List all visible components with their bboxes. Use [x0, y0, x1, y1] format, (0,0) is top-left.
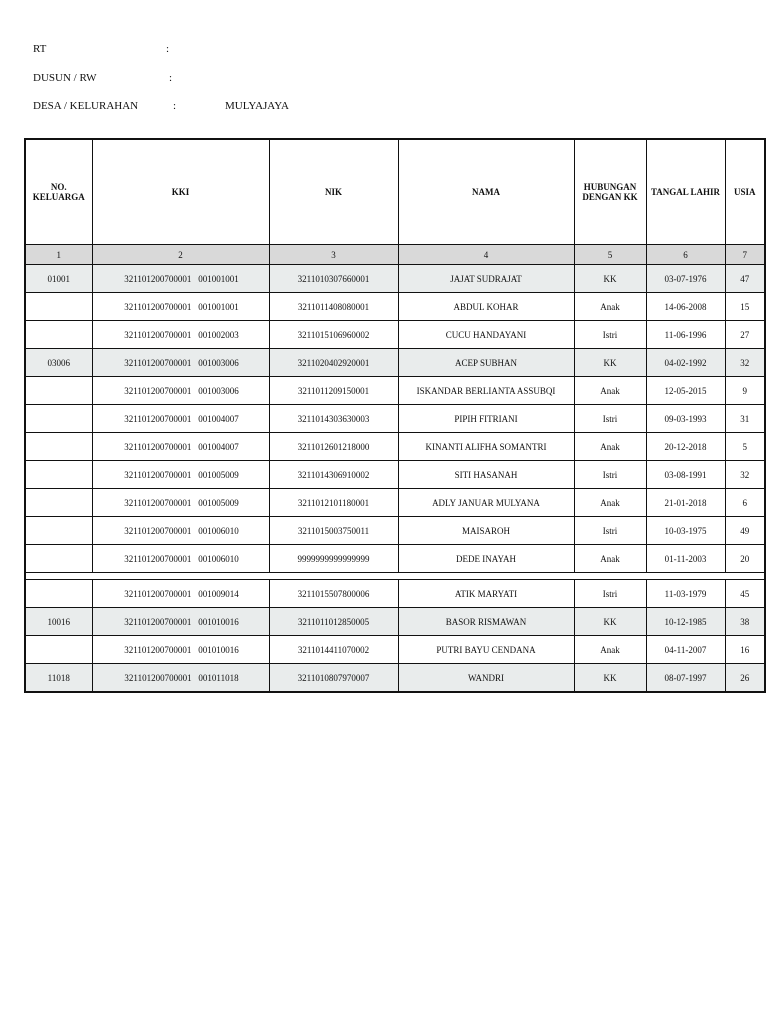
- col-number: 6: [646, 245, 725, 265]
- gap-cell: [574, 573, 646, 580]
- kki-suffix: 001005009: [198, 497, 239, 508]
- kki-suffix: 001003006: [198, 385, 239, 396]
- cell-tanggal-lahir: 10-12-1985: [646, 608, 725, 636]
- cell-no-keluarga: [25, 433, 92, 461]
- cell-kki: [92, 405, 269, 433]
- cell-usia: 32: [725, 461, 765, 489]
- cell-nama: JAJAT SUDRAJAT: [398, 265, 574, 293]
- cell-tanggal-lahir: 03-08-1991: [646, 461, 725, 489]
- gap-cell: [646, 573, 725, 580]
- kki-code: 321101200700001: [124, 357, 192, 368]
- desa-colon: :: [173, 100, 177, 112]
- cell-usia: 6: [725, 489, 765, 517]
- table-row: [25, 377, 765, 405]
- cell-no-keluarga: 01001: [25, 265, 92, 293]
- cell-hubungan: Anak: [574, 377, 646, 405]
- cell-no-keluarga: [25, 405, 92, 433]
- cell-tanggal-lahir: 08-07-1997: [646, 664, 725, 693]
- kki-code: 321101200700001: [124, 497, 192, 508]
- col-number: 5: [574, 245, 646, 265]
- cell-kki: [92, 580, 269, 608]
- cell-nik: 3211015106960002: [269, 321, 398, 349]
- table-row: [25, 265, 765, 293]
- cell-nik: 3211020402920001: [269, 349, 398, 377]
- col-number: 3: [269, 245, 398, 265]
- cell-hubungan: Istri: [574, 461, 646, 489]
- table-row: [25, 405, 765, 433]
- cell-nik: 3211015003750011: [269, 517, 398, 545]
- kki-suffix: 001003006: [198, 357, 239, 368]
- cell-tanggal-lahir: 04-02-1992: [646, 349, 725, 377]
- cell-no-keluarga: [25, 517, 92, 545]
- cell-tanggal-lahir: 09-03-1993: [646, 405, 725, 433]
- cell-tanggal-lahir: 12-05-2015: [646, 377, 725, 405]
- cell-no-keluarga: 03006: [25, 349, 92, 377]
- desa-label: DESA / KELURAHAN: [33, 100, 139, 112]
- kki-suffix: 001011018: [198, 672, 239, 683]
- kki-suffix: 001010016: [198, 616, 239, 627]
- cell-no-keluarga: [25, 580, 92, 608]
- col-header-hubungan: HUBUNGAN DENGAN KK: [574, 139, 646, 245]
- cell-nama: PUTRI BAYU CENDANA: [398, 636, 574, 664]
- cell-tanggal-lahir: 10-03-1975: [646, 517, 725, 545]
- cell-hubungan: KK: [574, 265, 646, 293]
- cell-hubungan: KK: [574, 664, 646, 693]
- family-table: [24, 138, 766, 693]
- cell-hubungan: Istri: [574, 321, 646, 349]
- cell-nik: 3211011209150001: [269, 377, 398, 405]
- kki-suffix: 001009014: [198, 588, 239, 599]
- kki-code: 321101200700001: [124, 616, 192, 627]
- kki-suffix: 001005009: [198, 469, 239, 480]
- kki-suffix: 001004007: [198, 441, 239, 452]
- cell-usia: 32: [725, 349, 765, 377]
- cell-kki: [92, 265, 269, 293]
- cell-nik: 3211014306910002: [269, 461, 398, 489]
- gap-cell: [398, 573, 574, 580]
- table-row: [25, 461, 765, 489]
- kki-code: 321101200700001: [124, 329, 192, 340]
- gap-cell: [269, 573, 398, 580]
- cell-nama: MAISAROH: [398, 517, 574, 545]
- col-header-nama: NAMA: [398, 139, 574, 245]
- table-row: [25, 636, 765, 664]
- table-row: [25, 608, 765, 636]
- cell-no-keluarga: [25, 636, 92, 664]
- cell-hubungan: Istri: [574, 580, 646, 608]
- cell-usia: 5: [725, 433, 765, 461]
- cell-nama: ACEP SUBHAN: [398, 349, 574, 377]
- kki-code: 321101200700001: [124, 385, 192, 396]
- kki-code: 321101200700001: [124, 301, 192, 312]
- cell-no-keluarga: [25, 293, 92, 321]
- cell-hubungan: Anak: [574, 433, 646, 461]
- cell-hubungan: KK: [574, 608, 646, 636]
- cell-usia: 16: [725, 636, 765, 664]
- cell-tanggal-lahir: 03-07-1976: [646, 265, 725, 293]
- cell-nama: ABDUL KOHAR: [398, 293, 574, 321]
- kki-code: 321101200700001: [124, 469, 192, 480]
- col-number: 2: [92, 245, 269, 265]
- table-row: [25, 517, 765, 545]
- table-body: [25, 265, 765, 693]
- cell-hubungan: Istri: [574, 517, 646, 545]
- cell-kki: [92, 377, 269, 405]
- cell-usia: 26: [725, 664, 765, 693]
- table-row: [25, 349, 765, 377]
- cell-nik: 3211015507800006: [269, 580, 398, 608]
- kki-code: 321101200700001: [124, 273, 192, 284]
- cell-kki: [92, 636, 269, 664]
- col-header-tanggal-lahir: TANGAL LAHIR: [646, 139, 725, 245]
- cell-nama: DEDE INAYAH: [398, 545, 574, 573]
- table-row: [25, 489, 765, 517]
- cell-kki: [92, 349, 269, 377]
- cell-nik: 3211014303630003: [269, 405, 398, 433]
- cell-nama: ATIK MARYATI: [398, 580, 574, 608]
- cell-tanggal-lahir: 11-03-1979: [646, 580, 725, 608]
- cell-nik: 3211011408080001: [269, 293, 398, 321]
- cell-nik: 3211012101180001: [269, 489, 398, 517]
- gap-cell: [92, 573, 269, 580]
- kki-suffix: 001001001: [198, 273, 239, 284]
- cell-hubungan: Anak: [574, 636, 646, 664]
- column-number-row: [25, 245, 765, 265]
- cell-hubungan: KK: [574, 349, 646, 377]
- cell-hubungan: Istri: [574, 405, 646, 433]
- kki-code: 321101200700001: [124, 553, 192, 564]
- cell-nama: CUCU HANDAYANI: [398, 321, 574, 349]
- cell-tanggal-lahir: 21-01-2018: [646, 489, 725, 517]
- rt-label: RT: [33, 43, 47, 55]
- cell-nik: 9999999999999999: [269, 545, 398, 573]
- cell-usia: 9: [725, 377, 765, 405]
- kki-code: 321101200700001: [124, 588, 192, 599]
- table-row: [25, 321, 765, 349]
- cell-kki: [92, 545, 269, 573]
- cell-nik: 3211010307660001: [269, 265, 398, 293]
- cell-tanggal-lahir: 11-06-1996: [646, 321, 725, 349]
- cell-no-keluarga: 10016: [25, 608, 92, 636]
- kki-code: 321101200700001: [124, 525, 192, 536]
- col-header-no-keluarga: NO. KELUARGA: [25, 139, 92, 245]
- cell-no-keluarga: 11018: [25, 664, 92, 693]
- cell-no-keluarga: [25, 461, 92, 489]
- cell-nama: ADLY JANUAR MULYANA: [398, 489, 574, 517]
- cell-tanggal-lahir: 20-12-2018: [646, 433, 725, 461]
- rt-line: [0, 43, 768, 57]
- cell-nik: 3211011012850005: [269, 608, 398, 636]
- cell-no-keluarga: [25, 377, 92, 405]
- desa-value: MULYAJAYA: [225, 100, 289, 112]
- cell-tanggal-lahir: 14-06-2008: [646, 293, 725, 321]
- cell-usia: 49: [725, 517, 765, 545]
- cell-tanggal-lahir: 01-11-2003: [646, 545, 725, 573]
- cell-nama: SITI HASANAH: [398, 461, 574, 489]
- dusun-colon: :: [169, 72, 173, 84]
- kki-suffix: 001006010: [198, 553, 239, 564]
- cell-usia: 45: [725, 580, 765, 608]
- cell-tanggal-lahir: 04-11-2007: [646, 636, 725, 664]
- col-number: 7: [725, 245, 765, 265]
- cell-no-keluarga: [25, 545, 92, 573]
- cell-nik: 3211010807970007: [269, 664, 398, 693]
- cell-kki: [92, 517, 269, 545]
- cell-hubungan: Anak: [574, 293, 646, 321]
- table-row: [25, 664, 765, 693]
- gap-cell: [25, 573, 92, 580]
- table-row: [25, 433, 765, 461]
- col-header-nik: NIK: [269, 139, 398, 245]
- cell-no-keluarga: [25, 321, 92, 349]
- cell-nik: 3211014411070002: [269, 636, 398, 664]
- cell-kki: [92, 321, 269, 349]
- cell-nama: ISKANDAR BERLIANTA ASSUBQI: [398, 377, 574, 405]
- cell-nama: PIPIH FITRIANI: [398, 405, 574, 433]
- cell-nik: 3211012601218000: [269, 433, 398, 461]
- cell-usia: 47: [725, 265, 765, 293]
- table-row: [25, 293, 765, 321]
- kki-code: 321101200700001: [124, 644, 192, 655]
- kki-suffix: 001004007: [198, 413, 239, 424]
- col-header-usia: USIA: [725, 139, 765, 245]
- dusun-label: DUSUN / RW: [33, 72, 97, 84]
- cell-kki: [92, 608, 269, 636]
- kki-suffix: 001001001: [198, 301, 239, 312]
- cell-kki: [92, 461, 269, 489]
- table-row: [25, 545, 765, 573]
- col-number: 4: [398, 245, 574, 265]
- col-header-kki: KKI: [92, 139, 269, 245]
- desa-line: [0, 100, 768, 114]
- rt-colon: :: [166, 43, 170, 55]
- kki-code: 321101200700001: [124, 672, 192, 683]
- cell-hubungan: Anak: [574, 489, 646, 517]
- kki-code: 321101200700001: [124, 441, 192, 452]
- gap-cell: [725, 573, 765, 580]
- cell-kki: [92, 489, 269, 517]
- col-number: 1: [25, 245, 92, 265]
- cell-kki: [92, 664, 269, 693]
- cell-usia: 20: [725, 545, 765, 573]
- table-gap: [25, 573, 765, 580]
- cell-kki: [92, 293, 269, 321]
- kki-suffix: 001002003: [198, 329, 239, 340]
- cell-nama: BASOR RISMAWAN: [398, 608, 574, 636]
- cell-no-keluarga: [25, 489, 92, 517]
- cell-usia: 15: [725, 293, 765, 321]
- cell-usia: 31: [725, 405, 765, 433]
- cell-kki: [92, 433, 269, 461]
- cell-nama: KINANTI ALIFHA SOMANTRI: [398, 433, 574, 461]
- kki-suffix: 001006010: [198, 525, 239, 536]
- dusun-line: [0, 72, 768, 86]
- cell-nama: WANDRI: [398, 664, 574, 693]
- header-row: [25, 139, 765, 245]
- cell-usia: 38: [725, 608, 765, 636]
- table-row: [25, 580, 765, 608]
- cell-hubungan: Anak: [574, 545, 646, 573]
- cell-usia: 27: [725, 321, 765, 349]
- kki-code: 321101200700001: [124, 413, 192, 424]
- kki-suffix: 001010016: [198, 644, 239, 655]
